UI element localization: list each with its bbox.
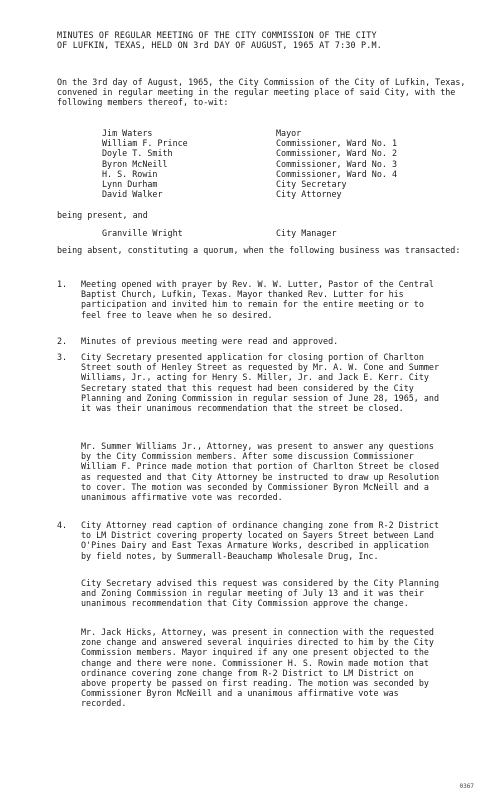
item-4-continuation-1: City Secretary advised this request was considered by the City Planning and Zoning Commission in regular meeting of July 13 and it was their unanimous recommendation that City Commission approve the change. [81,578,439,609]
item-text: City Secretary presented application for closing portion of Charlton Street south of Henley Street as requested by Mr. A. W. Cone and Summer Williams, Jr., acting for Henry S. Miller, Jr. and Jack E. Kerr. City Secretary stated that this request had been considered by the City Planning and Zoning Commission in regular session of June 28, 1965, and it was their unanimous recommendation that the street be closed. [81,352,439,414]
members-roster [102,128,442,199]
member-row [102,189,442,199]
item-4-continuation-2: Mr. Jack Hicks, Attorney, was present in connection with the requested zone change and answered several inquiries directed to him by the City Commission members. Mayor inquired if any one present objected to the change and there were none. Commissioner H. S. Rowin made motion that ordinance covering zone change from R-2 District to LM District on above property be passed on first reading. The motion was seconded by Commissioner Byron McNeill and a unanimous affirmative vote was recorded. [81,627,434,709]
member-title: City Attorney [276,189,342,200]
agenda-item-3 [57,352,477,413]
member-row [102,169,442,179]
member-name: Jim Waters [102,128,153,138]
member-title: City Secretary [276,179,347,190]
member-row [102,138,442,148]
agenda-item-2 [57,336,477,346]
item-text: Meeting opened with prayer by Rev. W. W. Lutter, Pastor of the Central Baptist Church, Lufkin, Texas. Mayor thanked Rev. Lutter for his participation and invited him to remain for the entire meeting or to feel free to leave when he so desired. [81,279,434,320]
member-row [102,128,442,138]
absent-member-row [102,228,442,238]
member-row [102,148,442,158]
absent-member-title: City Manager [276,228,337,238]
member-name: H. S. Rowin [102,168,158,179]
member-title: Commissioner, Ward No. 4 [276,168,398,179]
member-row [102,179,442,189]
item-text: City Attorney read caption of ordinance changing zone from R-2 District to LM District covering property located on Sayers Street between Land O'Pines Dairy and East Texas Armature Works, described in application by field notes, by Summerall-Beauchamp Wholesale Drug, Inc. [81,520,439,561]
intro-paragraph: On the 3rd day of August, 1965, the City Commission of the City of Lufkin, Texas, convened in regular meeting in the regular meeting place of said City, with the following members thereof, to-wit: [57,77,466,108]
item-3-continuation: Mr. Summer Williams Jr., Attorney, was present to answer any questions by the City Commission members. After some discussion Commissioner William F. Prince made motion that portion of Charlton Street be closed as requested and that City Attorney be instructed to draw up Resolution to cover. The motion was seconded by Commissioner Byron McNeill and a unanimous affirmative vote was recorded. [81,441,439,503]
member-title: Mayor [276,128,302,138]
agenda-item-1 [57,279,477,320]
item-number: 2. [57,336,68,346]
member-title: Commissioner, Ward No. 1 [276,138,398,149]
absent-member-name: Granville Wright [102,228,183,238]
member-name: Lynn Durham [102,179,158,190]
member-name: Doyle T. Smith [102,148,173,159]
member-name: Byron McNeill [102,158,168,169]
page-mark: 0367 [459,782,474,790]
member-title: Commissioner, Ward No. 3 [276,158,398,169]
heading-line-1: MINUTES OF REGULAR MEETING OF THE CITY COMMISSION OF THE CITY [57,30,377,40]
heading-line-2: OF LUFKIN, TEXAS, HELD ON 3rd DAY OF AUGUST, 1965 AT 7:30 P.M. [57,40,383,51]
quorum-paragraph: being absent, constituting a quorum, when the following business was transacted: [57,245,461,255]
member-name: William F. Prince [102,138,188,149]
member-title: Commissioner, Ward No. 2 [276,148,398,159]
minutes-heading [57,30,467,50]
member-name: David Walker [102,189,163,200]
item-number: 3. [57,352,68,362]
member-row [102,159,442,169]
item-number: 1. [57,279,68,289]
being-present-text: being present, and [57,210,148,220]
item-number: 4. [57,520,68,530]
item-text: Minutes of previous meeting were read and approved. [81,336,339,346]
agenda-item-4 [57,520,477,561]
